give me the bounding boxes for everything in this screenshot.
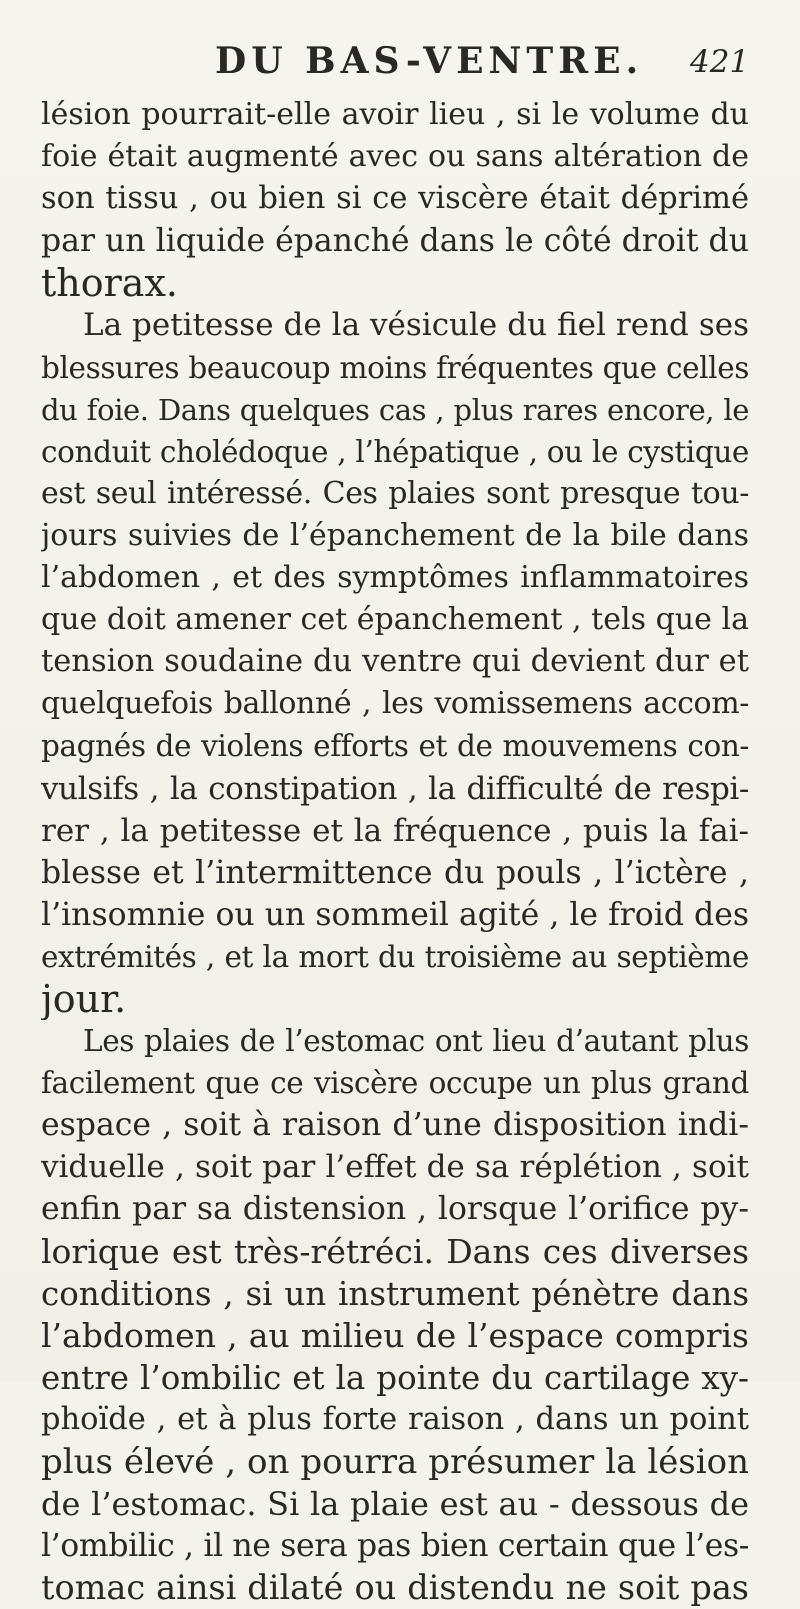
text-line: conduit cholédoque , l’hépatique , ou le cystique: [41, 434, 749, 469]
text-line: que doit amener cet épanchement , tels que la: [41, 602, 749, 638]
text-line: blessures beaucoup moins fréquentes que celles: [41, 350, 749, 385]
text-line: de l’estomac. Si la plaie est au - dessous de: [41, 1485, 749, 1524]
text-line: l’ombilic , il ne sera pas bien certain que l’es-: [41, 1528, 749, 1565]
text-line: rer , la petitesse et la fréquence , puis la fai-: [41, 812, 749, 849]
text-line: vulsifs , la constipation , la difficulté de respi-: [41, 770, 749, 807]
text-line: l’abdomen , et des symptômes inflammatoires: [41, 560, 749, 596]
text-line: pagnés de violens efforts et de mouvemens con-: [41, 729, 749, 764]
text-line: espace , soit à raison d’une disposition indi-: [41, 1107, 749, 1144]
paragraph-start: Les plaies de l’estomac ont lieu d’autant plus: [83, 1024, 749, 1059]
text-body: [41, 94, 749, 1609]
text-line: quelquefois ballonné , les vomissemens accom-: [41, 686, 749, 722]
text-line: facilement que ce viscère occupe un plus grand: [41, 1066, 749, 1101]
text-line: son tissu , ou bien si ce viscère était déprimé: [41, 181, 749, 217]
text-line: par un liquide épanché dans le côté droit du: [41, 223, 749, 260]
running-head: DU BAS-VENTRE.: [215, 40, 644, 82]
text-line: jours suivies de l’épanchement de la bile dans: [41, 517, 749, 553]
text-line: tomac ainsi dilaté ou distendu ne soit pas: [41, 1568, 749, 1608]
text-line: extrémités , et la mort du troisième au septième: [41, 939, 749, 974]
text-line: foie était augmenté avec ou sans altération de: [41, 139, 749, 175]
page-header: [0, 40, 800, 90]
text-line: jour.: [41, 977, 127, 1021]
text-line: entre l’ombilic et la pointe du cartilage xy-: [41, 1358, 749, 1397]
text-line: blesse et l’intermittence du pouls , l’ictère ,: [41, 854, 749, 891]
text-line: est seul intéressé. Ces plaies sont presque tou-: [41, 475, 749, 511]
paragraph-start: La petitesse de la vésicule du fiel rend ses: [83, 307, 749, 344]
text-line: lésion pourrait-elle avoir lieu , si le volume du: [41, 97, 749, 132]
text-line: l’insomnie ou un sommeil agité , le froid des: [41, 896, 749, 933]
text-line: lorique est très-rétréci. Dans ces diverses: [41, 1231, 749, 1271]
text-line: du foie. Dans quelques cas , plus rares encore, le: [41, 392, 749, 427]
text-line: viduelle , soit par l’effet de sa réplétion , soit: [41, 1149, 749, 1186]
text-line: tension soudaine du ventre qui devient dur et: [41, 644, 749, 680]
text-line: thorax.: [41, 262, 178, 305]
page-number: 421: [690, 44, 750, 80]
text-line: l’abdomen , au milieu de l’espace compris: [41, 1315, 749, 1355]
text-line: plus élevé , on pourra présumer la lésion: [41, 1442, 749, 1482]
text-line: enfin par sa distension , lorsque l’orifice py-: [41, 1191, 749, 1228]
text-line: conditions , si un instrument pénètre dans: [41, 1274, 749, 1313]
text-line: phoïde , et à plus forte raison , dans un point: [41, 1401, 749, 1437]
